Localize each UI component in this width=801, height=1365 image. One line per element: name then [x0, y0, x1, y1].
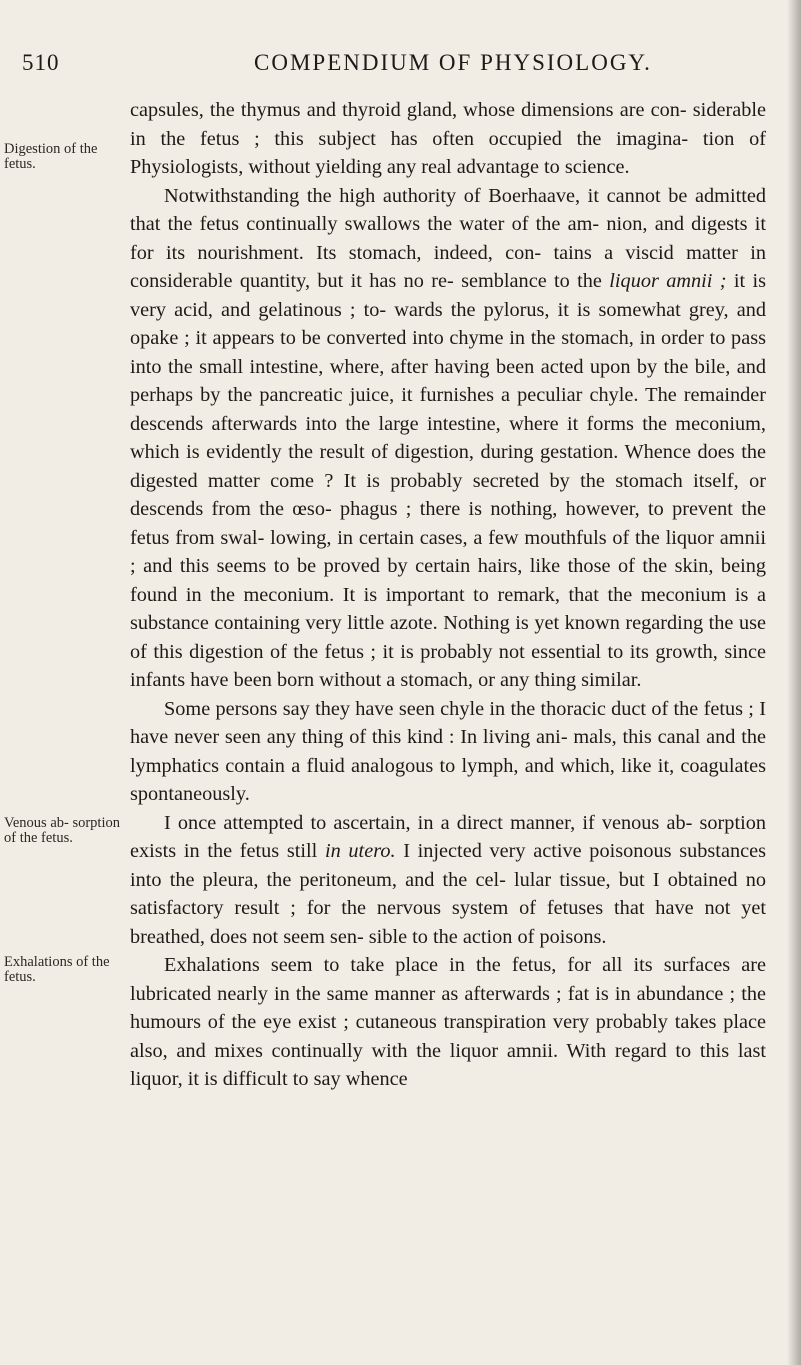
- paragraph-digestion-part-1: Notwithstanding the high authority of Boerhaave, it cannot be admitted that the fetus continually swallows the water of the am- nion, and digests it for its nourishment. Its stomach, indeed, con- tains a viscid matter in considerable quantity, but it has no re- semblance to the: [130, 184, 766, 292]
- paragraph-capsules: capsules, the thymus and thyroid gland, whose dimensions are con- siderable in the fetus ; this subject has often occupied the imagina- tion of Physiologists, without yielding any real advantage to science.: [130, 99, 766, 178]
- paragraph-digestion-italic: liquor amnii ;: [609, 270, 727, 292]
- page-edge-shadow: [787, 0, 801, 1365]
- paragraph-venous-part-2: I injected very active poisonous substances into the pleura, the peritoneum, and the cel- lular tissue, but I obtained no satisfactory result ; for the nervous system of fetuses that have not yet breathed, does not seem sen- sible to the action of poisons.: [130, 840, 766, 948]
- margin-note-venous-absorption: Venous ab- sorption of the fetus.: [4, 815, 120, 846]
- paragraph-chyle: Some persons say they have seen chyle in the thoracic duct of the fetus ; I have never seen any thing of this kind : In living ani- mals, this canal and the lymphatics contain a fluid analogous to lymph, and which, like it, coagulates spontaneously.: [130, 697, 766, 805]
- page-header: [22, 50, 762, 82]
- running-title: COMPENDIUM OF PHYSIOLOGY.: [254, 50, 652, 75]
- body-text: [130, 96, 766, 1094]
- page-number: 510: [22, 50, 60, 75]
- paragraph-venous-part-1: I once attempted to ascertain, in a direct manner, if venous ab- sorption exists in the fetus still: [130, 811, 766, 862]
- paragraph-venous-italic: in utero.: [324, 840, 396, 862]
- margin-note-exhalations: Exhalations of the fetus.: [4, 954, 110, 985]
- paragraph-venous-absorption: [130, 809, 766, 952]
- paragraph-exhalations: Exhalations seem to take place in the fetus, for all its surfaces are lubricated nearly in the same manner as afterwards ; fat is in abundance ; the humours of the eye exist ; cutaneous transpiration very probably takes place also, and mixes continually with the liquor amnii. With regard to this last liquor, it is difficult to say whence: [130, 954, 766, 1090]
- paragraph-digestion: [130, 182, 766, 695]
- paragraph-digestion-part-2: it is very acid, and gelatinous ; to- wards the pylorus, it is somewhat grey, and opake ; it appears to be converted into chyme in the stomach, in order to pass into the small intestine, where, after having been acted upon by the bile, and perhaps by the pancreatic juice, it furnishes a peculiar chyle. The remainder descends afterwards into the large intestine, where it forms the meconium, which is evidently the result of digestion, during gestation. Whence does the digested matter come ? It is probably secreted by the stomach itself, or descends from the œso- phagus ; there is nothing, however, to prevent the fetus from swal- lowing, in certain cases, a few mouthfuls of the liquor amnii ; and this seems to be proved by certain hairs, like those of the skin, being found in the meconium. It is important to remark, that the meconium is a substance containing very little azote. Nothing is yet known regarding the use of this digestion of the fetus ; it is probably not essential to its growth, since infants have been born without a stomach, or any thing similar.: [130, 270, 766, 691]
- margin-note-digestion: Digestion of the fetus.: [4, 141, 98, 172]
